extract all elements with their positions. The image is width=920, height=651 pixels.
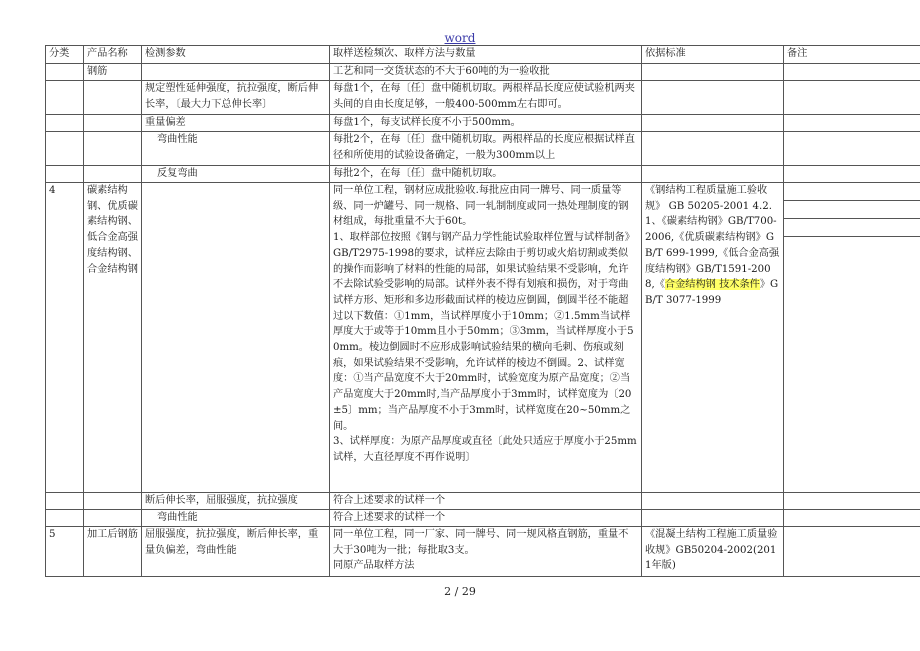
cell-param [142, 64, 330, 81]
header-word-link[interactable]: word [444, 31, 476, 45]
cell-category [46, 115, 84, 132]
cell-note [784, 81, 920, 115]
cell-product [84, 132, 142, 166]
table-row [46, 510, 920, 527]
cell-product [84, 166, 142, 183]
cell-note [784, 64, 920, 81]
cell-category [46, 81, 84, 115]
note-slot [784, 219, 920, 237]
col-header-category: 分类 [46, 46, 84, 64]
cell-category [46, 493, 84, 510]
cell-note [784, 493, 920, 510]
cell-method: 每批2个，在每〔任〕盘中随机切取。两根样品的长度应根据试样直径和所使用的试验设备确定，一般为300mm以上 [330, 132, 642, 166]
col-header-note: 备注 [784, 46, 920, 64]
standards-table [45, 45, 920, 577]
table-row [46, 64, 920, 81]
cell-param: 断后伸长率，屈服强度，抗拉强度 [142, 493, 330, 510]
cell-method: 符合上述要求的试样一个 [330, 493, 642, 510]
cell-standard [642, 510, 784, 527]
method-text-1: 同一单位工程，同一厂家、同一牌号、同一规风格直钢筋，重量不大于30吨为一批；每批取3支。 [333, 529, 629, 556]
col-header-method: 取样送检频次、取样方法与数量 [330, 46, 642, 64]
note-slot [784, 201, 920, 219]
cell-category [46, 166, 84, 183]
table-header-row [46, 46, 920, 64]
standard-text-a: 《钢结构工程质量施工验收规》 GB 50205-2001 4.2.1、《碳素结构钢》GB/T700-2006,《优质碳素结构钢》GB/T 699-1999,《低合金高强度结构钢》GB/T1591-2008,《 [645, 185, 780, 291]
cell-method: 同一单位工程，钢材应成批验收.每批应由同一牌号、同一质量等级、同一炉罐号、同一规格、同一轧制制度或同一热处理制度的钢材组成，每批重量不大于60t。 1、取样部位按照《钢与钢产品力学性能试验取样位置与试样制备》GB/T2975-1998的要求，试样应去除由于剪切或火焰切割或类似的操作而影响了材料的性能的局部，如果试验结果不受影响，允许不去除试验受影响的局部。试样外表不得有划痕和损伤，对于弯曲试样方形、矩形和多边形截面试样的棱边应倒圆，倒圆半径不能超过以下数值：①1mm，当试样厚度小于10mm；②1.5mm当试样厚度大于或等于10mm且小于50mm；③3mm，当试样厚度小于50mm。棱边倒圆时不应形成影响试验结果的横向毛刺、伤痕或刻痕，如果试验结果不受影响，允许试样的棱边不倒圆。2、试样宽度：①当产品宽度不大于20mm时，试验宽度为原产品宽度；②当产品宽度大于20mm时,当产品厚度小于3mm时，试样宽度为〔20±5〕mm；当产品厚度不小于3mm时，试样宽度在20~50mm之间。 3、试样厚度：为原产品厚度或直径〔此处只适应于厚度小于25mm试样，大直径厚度不再作说明〕 [330, 183, 642, 493]
cell-category: 4 [46, 183, 84, 493]
cell-category: 5 [46, 527, 84, 577]
param-text: 弯曲性能 [157, 512, 198, 523]
cell-method [330, 527, 642, 577]
cell-method: 工艺和同一交货状态的不大于60吨的为一验收批 [330, 64, 642, 81]
param-text: 弯曲性能 [157, 134, 198, 145]
cell-param: 重量偏差 [142, 115, 330, 132]
cell-method: 每盘1个，在每〔任〕盘中随机切取。两根样品长度应使试验机两夹头间的自由长度足够，一般400-500mm左右即可。 [330, 81, 642, 115]
cell-product [84, 81, 142, 115]
cell-method: 每盘1个，每支试样长度不小于500mm。 [330, 115, 642, 132]
cell-product [84, 510, 142, 527]
cell-product [84, 115, 142, 132]
col-header-param: 检测参数 [142, 46, 330, 64]
cell-standard [642, 64, 784, 81]
cell-standard [642, 115, 784, 132]
cell-param [142, 166, 330, 183]
cell-standard [642, 81, 784, 115]
note-slot [784, 237, 920, 254]
method-text-2: 同原产品取样方法 [333, 560, 415, 572]
cell-note [784, 132, 920, 166]
table-row [46, 115, 920, 132]
table-row-structural-steel [46, 183, 920, 493]
cell-param [142, 132, 330, 166]
table-row [46, 166, 920, 183]
cell-product: 钢筋 [84, 64, 142, 81]
cell-param [142, 183, 330, 493]
cell-standard [642, 132, 784, 166]
cell-product: 加工后钢筋 [84, 527, 142, 577]
cell-category [46, 510, 84, 527]
cell-param [142, 510, 330, 527]
cell-standard: 《混凝土结构工程施工质量验收规》GB50204-2002(2011年版) [642, 527, 784, 577]
standard-highlight: 合金结构钢 技术条件 [664, 279, 760, 291]
cell-param: 屈服强度，抗拉强度，断后伸长率，重量负偏差，弯曲性能 [142, 527, 330, 577]
table-row [46, 493, 920, 510]
table-row [46, 132, 920, 166]
note-slot [784, 183, 920, 201]
cell-note [784, 183, 920, 493]
cell-param: 规定塑性延伸强度，抗拉强度，断后伸长率，〔最大力下总伸长率〕 [142, 81, 330, 115]
param-text: 反复弯曲 [157, 168, 198, 179]
cell-note [784, 115, 920, 132]
cell-category [46, 64, 84, 81]
cell-standard [642, 166, 784, 183]
cell-method: 符合上述要求的试样一个 [330, 510, 642, 527]
standard-text-b: 》GB/T 3077-1999 [645, 279, 779, 306]
table-row-processed-rebar [46, 527, 920, 577]
cell-product: 碳素结构钢、优质碳素结构钢、低合金高强度结构钢、合金结构钢 [84, 183, 142, 493]
cell-note [784, 510, 920, 527]
cell-note [784, 166, 920, 183]
cell-product [84, 493, 142, 510]
col-header-product: 产品名称 [84, 46, 142, 64]
cell-method: 每批2个，在每〔任〕盘中随机切取。 [330, 166, 642, 183]
table-row [46, 81, 920, 115]
cell-category [46, 132, 84, 166]
page-number: 2 / 29 [444, 585, 476, 598]
cell-standard [642, 493, 784, 510]
cell-standard [642, 183, 784, 493]
cell-note [784, 527, 920, 577]
col-header-standard: 依据标准 [642, 46, 784, 64]
